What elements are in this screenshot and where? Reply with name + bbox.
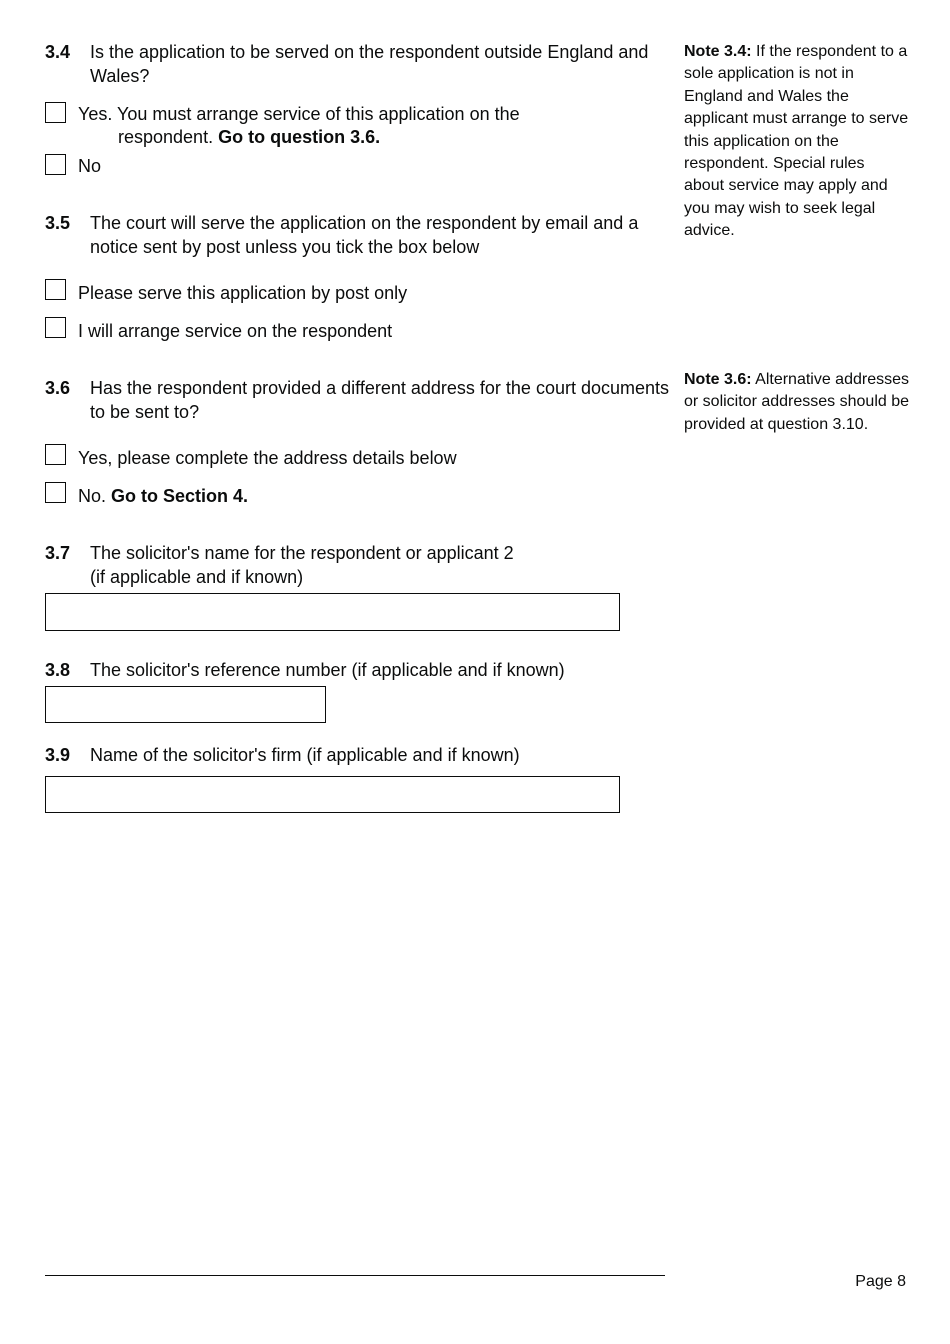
solicitor-firm-field[interactable] xyxy=(45,776,620,813)
page-number: Page 8 xyxy=(855,1273,906,1290)
footer-divider xyxy=(45,1275,665,1276)
question-number: 3.8 xyxy=(45,660,71,680)
option-label: No xyxy=(78,156,102,176)
option-label: Please serve this application by post only xyxy=(78,283,408,303)
option-label-line2: respondent. xyxy=(118,127,214,147)
option-3-5-self-arrange xyxy=(45,317,392,343)
question-text-line2: (if applicable and if known) xyxy=(90,567,304,587)
question-text: Is the application to be served on the respondent outside England and Wales? xyxy=(90,42,649,86)
option-label: No. xyxy=(78,486,107,506)
question-text: Has the respondent provided a different address for the court documents to be sent to? xyxy=(90,378,670,422)
note-3-4 xyxy=(684,41,909,243)
question-number: 3.4 xyxy=(45,42,71,62)
solicitor-name-field[interactable] xyxy=(45,593,620,631)
note-text: Alternative addresses or solicitor addresses should be provided at question 3.10. xyxy=(684,371,910,433)
checkbox-3-4-yes[interactable] xyxy=(45,102,66,123)
question-text: Name of the solicitor's firm (if applicable and if known) xyxy=(90,745,520,765)
question-text: The court will serve the application on the respondent by email and a notice sent by post unless you tick the box below xyxy=(90,213,639,257)
question-text: The solicitor's name for the respondent or applicant 2 xyxy=(90,543,514,563)
option-label: Yes, please complete the address details below xyxy=(78,448,457,468)
question-3-9 xyxy=(45,743,670,767)
question-text: The solicitor's reference number (if applicable and if known) xyxy=(90,660,565,680)
question-3-8 xyxy=(45,658,670,682)
question-number: 3.9 xyxy=(45,745,71,765)
checkbox-3-6-no[interactable] xyxy=(45,482,66,503)
solicitor-reference-field[interactable] xyxy=(45,686,326,723)
checkbox-3-6-yes[interactable] xyxy=(45,444,66,465)
option-label: I will arrange service on the respondent xyxy=(78,321,393,341)
question-number: 3.6 xyxy=(45,378,71,398)
question-3-5 xyxy=(45,211,670,259)
checkbox-3-5-self-arrange[interactable] xyxy=(45,317,66,338)
question-number: 3.7 xyxy=(45,543,71,563)
option-3-6-no xyxy=(45,482,248,508)
question-number: 3.5 xyxy=(45,213,71,233)
note-label: Note 3.6: xyxy=(684,371,752,388)
question-3-4 xyxy=(45,40,670,88)
note-label: Note 3.4: xyxy=(684,43,752,60)
checkbox-3-5-post-only[interactable] xyxy=(45,279,66,300)
option-3-4-no xyxy=(45,154,101,178)
note-3-6 xyxy=(684,369,909,436)
question-3-7 xyxy=(45,541,670,589)
option-label: Yes. You must arrange service of this application on the xyxy=(78,104,520,124)
note-text: If the respondent to a sole application is not in England and Wales the applicant must arrange to serve this application on the respondent. Special rules about service may apply and you may wish to seek legal advice. xyxy=(684,43,909,240)
option-3-6-yes xyxy=(45,444,457,470)
question-3-6 xyxy=(45,376,670,424)
checkbox-3-4-no[interactable] xyxy=(45,154,66,175)
goto-instruction: Go to Section 4. xyxy=(111,486,249,506)
option-3-4-yes xyxy=(45,102,605,149)
option-3-5-post-only xyxy=(45,279,407,305)
goto-instruction: Go to question 3.6. xyxy=(218,127,381,147)
